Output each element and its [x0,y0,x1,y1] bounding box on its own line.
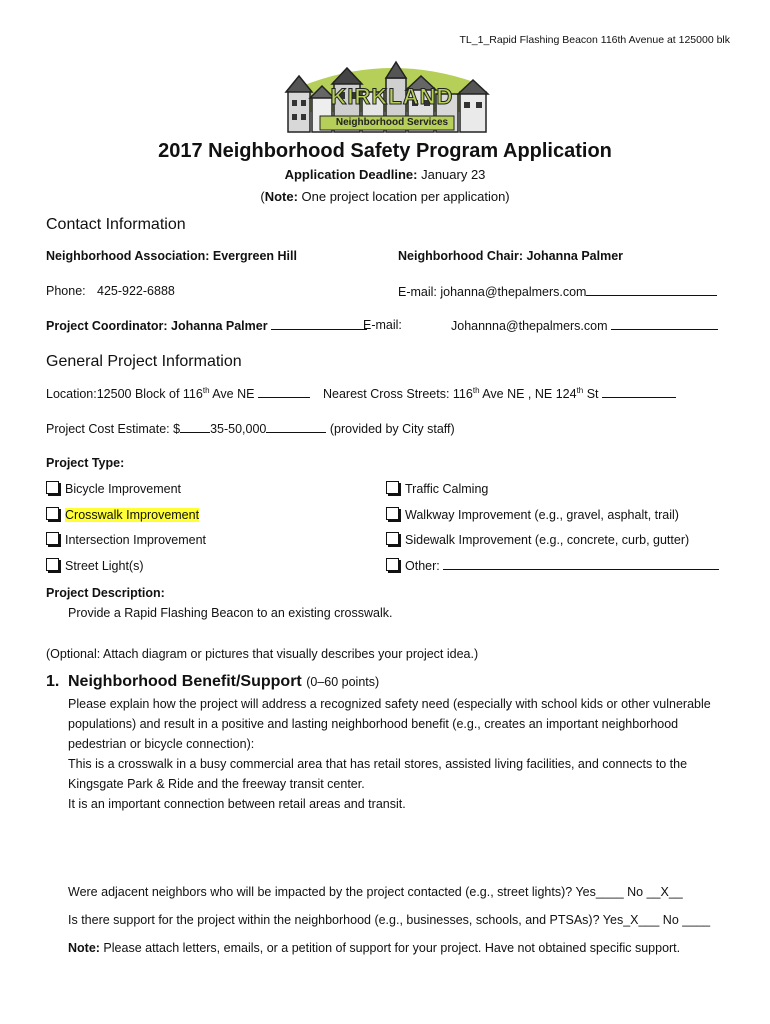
cost-line-2 [266,421,326,433]
coordinator-email-label: E-mail: [363,318,402,332]
checkbox-icon[interactable] [386,558,399,571]
checkbox-label: Bicycle Improvement [65,482,182,496]
note-text: One project location per application) [297,189,510,204]
checkbox-label: Traffic Calming [405,482,489,496]
deadline-value: January 23 [417,167,486,182]
coordinator-email-line [611,318,718,330]
cost-line-1 [180,421,210,433]
location-note [0,189,770,204]
cross-mid: Ave NE , NE 124 [479,387,577,402]
benefit-heading-row [46,673,59,691]
cross-sup-1: th [472,386,480,395]
checkbox-traffic-calming[interactable] [386,481,488,496]
benefit-answer-line: It is an important connection between retail areas and transit. [68,797,406,811]
support-note [68,941,680,955]
location-suffix: Ave NE [209,387,255,402]
checkbox-label-highlighted: Crosswalk Improvement [65,508,200,522]
chair-email-line [586,284,717,296]
document-id: TL_1_Rapid Flashing Beacon 116th Avenue at 125000 blk [459,34,730,46]
benefit-number: 1. [46,673,60,690]
checkbox-icon[interactable] [46,481,59,494]
checkbox-bicycle[interactable] [46,481,181,496]
coordinator-email-text: Johannna@thepalmers.com [451,319,608,333]
checkbox-label: Street Light(s) [65,559,144,573]
note-paren: ( [260,189,265,204]
support-question: Is there support for the project within the neighborhood (e.g., businesses, schools, and PTSAs)? Yes_X___ No ____ [68,913,711,927]
checkbox-walkway[interactable] [386,507,679,522]
general-heading: General Project Information [46,353,242,370]
cross-streets [323,386,676,401]
checkbox-icon[interactable] [46,558,59,571]
benefit-line: populations) and result in a positive and lasting neighborhood benefit (e.g., creates an important neighborhood [68,717,679,731]
project-type-label: Project Type: [46,456,125,470]
contact-heading: Contact Information [46,216,186,233]
checkbox-intersection[interactable] [46,532,206,547]
cost-estimate [46,421,455,436]
checkbox-label: Walkway Improvement (e.g., gravel, asphalt, trail) [405,508,679,522]
support-note-text: Please attach letters, emails, or a petition of support for your project. Have not obtained specific support. [99,941,681,955]
neighborhood-association: Neighborhood Association: Evergreen Hill [46,249,297,263]
description-label: Project Description: [46,586,165,600]
coordinator-text: Project Coordinator: Johanna Palmer [46,319,268,333]
support-note-label: Note: [68,941,100,955]
checkbox-street-lights[interactable] [46,558,144,573]
cost-prefix: Project Cost Estimate: $ [46,422,181,436]
page-title: 2017 Neighborhood Safety Program Application [158,140,612,162]
checkbox-icon[interactable] [386,532,399,545]
project-coordinator [46,318,367,333]
deadline-label: Application Deadline: [284,167,418,182]
checkbox-crosswalk[interactable] [46,507,199,522]
description-text: Provide a Rapid Flashing Beacon to an existing crosswalk. [68,606,393,620]
other-line[interactable] [443,558,719,570]
logo-name: KIRKLAND [330,84,454,109]
optional-note: (Optional: Attach diagram or pictures that visually describes your project idea.) [46,647,479,661]
deadline [0,167,770,182]
note-label: Note: [264,189,298,204]
benefit-answer-line: This is a crosswalk in a busy commercial area that has retail stores, assisted living facilities, and connects to the [68,757,688,771]
logo-subtitle: Neighborhood Services [335,117,449,128]
coordinator-email [451,318,718,333]
location-sup: th [202,386,210,395]
checkbox-icon[interactable] [386,481,399,494]
location [46,386,310,401]
checkbox-icon[interactable] [386,507,399,520]
cross-prefix: Nearest Cross Streets: 116 [323,387,473,402]
cross-line [602,386,676,398]
phone-value: 425-922-6888 [97,284,175,298]
checkbox-label: Sidewalk Improvement (e.g., concrete, curb, gutter) [405,533,690,547]
benefit-heading [68,673,379,691]
benefit-line: Please explain how the project will address a recognized safety need (especially with school kids or other vulnerable [68,697,711,711]
cost-value: 35-50,000 [210,422,267,436]
benefit-answer-line: Kingsgate Park & Ride and the freeway transit center. [68,777,365,791]
checkbox-icon[interactable] [46,532,59,545]
cost-suffix: (provided by City staff) [329,422,455,436]
cross-suffix: St [583,387,599,402]
benefit-title: Neighborhood Benefit/Support [68,673,302,690]
checkbox-other[interactable] [386,558,719,573]
checkbox-icon[interactable] [46,507,59,520]
phone-label: Phone: [46,284,86,298]
cross-sup-2: th [576,386,584,395]
checkbox-label: Intersection Improvement [65,533,207,547]
checkbox-label: Other: [405,559,440,573]
benefit-line: pedestrian or bicycle connection): [68,737,255,751]
chair-email [398,284,717,299]
location-prefix: Location:12500 Block of 116 [46,387,203,402]
chair-email-text: E-mail: johanna@thepalmers.com [398,285,587,299]
checkbox-sidewalk[interactable] [386,532,689,547]
neighborhood-chair: Neighborhood Chair: Johanna Palmer [398,249,624,263]
location-line [258,386,310,398]
neighbors-contacted-question: Were adjacent neighbors who will be impacted by the project contacted (e.g., street lights)? Yes____ No __X__ [68,885,683,899]
benefit-points: (0–60 points) [306,675,380,689]
coordinator-line [271,318,367,330]
